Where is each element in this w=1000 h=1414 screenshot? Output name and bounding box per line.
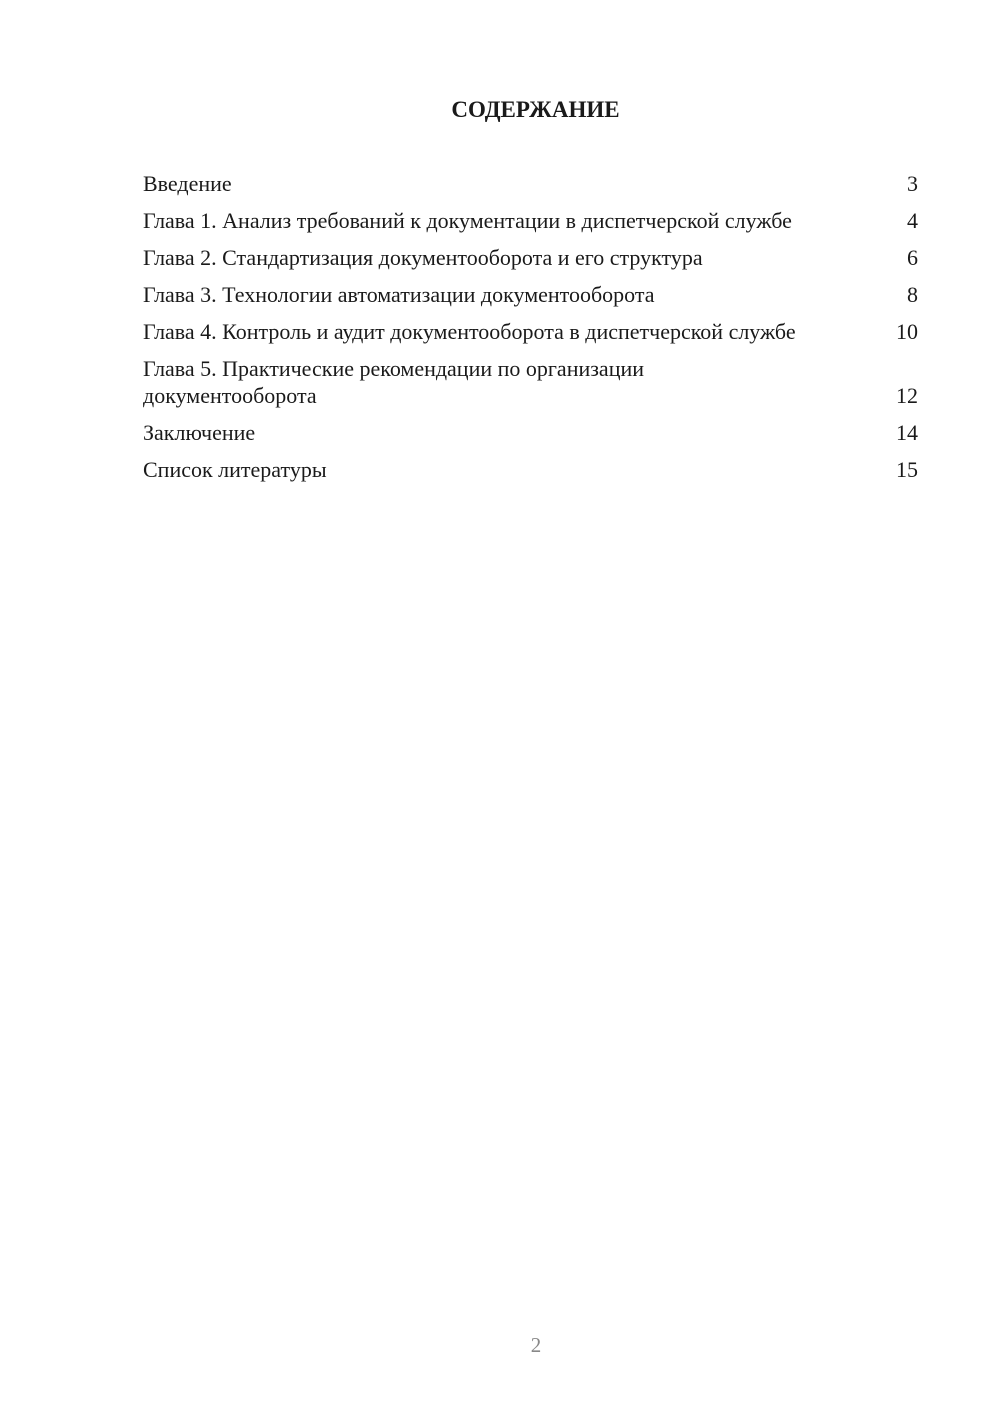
toc-entry-page: 6 (907, 245, 918, 270)
toc-entry-chapter-4[interactable] (143, 318, 918, 345)
toc-entry-page: 10 (896, 319, 918, 344)
toc-entry-label: Глава 3. Технологии автоматизации документооборота (143, 282, 655, 307)
toc-entry-label: Глава 4. Контроль и аудит документооборота в диспетчерской службе (143, 319, 796, 344)
toc-entry-conclusion[interactable] (143, 419, 918, 446)
toc-entry-label: Глава 2. Стандартизация документооборота и его структура (143, 245, 703, 270)
toc-entry-introduction[interactable] (143, 170, 918, 197)
toc-entry-page: 14 (896, 420, 918, 445)
toc-entry-page: 15 (896, 457, 918, 482)
toc-entry-label: Глава 5. Практические рекомендации по организации документооборота (143, 356, 645, 408)
toc-entry-page: 8 (907, 282, 918, 307)
toc-entry-page: 12 (896, 383, 918, 408)
toc-entry-chapter-3[interactable] (143, 281, 918, 308)
toc-entry-label: Список литературы (143, 457, 327, 482)
toc-list (143, 170, 918, 493)
toc-entry-label: Заключение (143, 420, 256, 445)
toc-entry-references[interactable] (143, 456, 918, 483)
toc-entry-label: Глава 1. Анализ требований к документации в диспетчерской службе (143, 208, 792, 233)
toc-entry-label: Введение (143, 171, 232, 196)
toc-header (143, 95, 928, 125)
toc-entry-page: 3 (907, 171, 918, 196)
toc-entry-chapter-2[interactable] (143, 244, 918, 271)
toc-entry-chapter-1[interactable] (143, 207, 918, 234)
toc-entry-chapter-5[interactable] (143, 355, 918, 409)
toc-title: СОДЕРЖАНИЕ (451, 97, 620, 122)
toc-entry-page: 4 (907, 208, 918, 233)
page-number: 2 (530, 1333, 542, 1357)
